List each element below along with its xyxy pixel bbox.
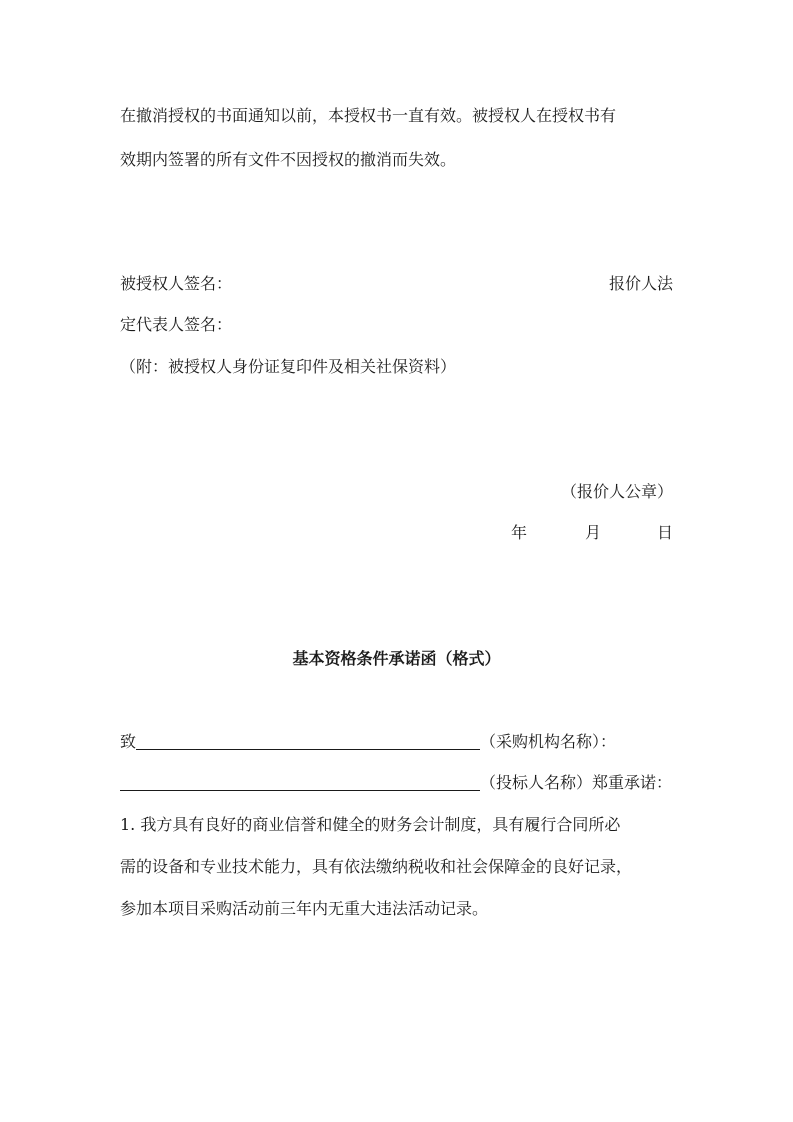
addressee-line (120, 732, 616, 752)
purchaser-name-blank (136, 733, 480, 750)
validity-paragraph-line-2: 效期内签署的所有文件不因授权的撤消而失效。 (120, 150, 457, 169)
attachment-note: （附：被授权人身份证复印件及相关社保资料） (120, 357, 457, 376)
bidder-line (120, 773, 672, 793)
company-seal-label: （报价人公章） (560, 482, 673, 501)
validity-paragraph-line-1: 在撤消授权的书面通知以前，本授权书一直有效。被授权人在授权书有 (120, 106, 617, 125)
authorized-person-signature-label: 被授权人签名： (120, 274, 233, 293)
commitment-title: 基本资格条件承诺函（格式） (292, 649, 501, 668)
purchaser-name-label: （采购机构名称）： (480, 732, 617, 751)
commitment-item-1-line-3: 参加本项目采购活动前三年内无重大违法活动记录。 (120, 899, 489, 918)
date-year-label: 年 (511, 523, 528, 542)
commitment-item-1-line-2: 需的设备和专业技术能力，具有依法缴纳税收和社会保障金的良好记录， (120, 857, 633, 876)
date-month-label: 月 (585, 523, 602, 542)
legal-rep-signature-label: 定代表人签名： (120, 315, 233, 334)
bidder-name-blank (120, 774, 480, 791)
date-day-label: 日 (657, 523, 674, 542)
bidder-legal-rep-label-start: 报价人法 (608, 274, 673, 293)
commitment-item-1-line-1: 1. 我方具有良好的商业信誉和健全的财务会计制度，具有履行合同所必 (120, 815, 621, 834)
bidder-name-label: （投标人名称）郑重承诺： (480, 773, 673, 792)
to-prefix: 致 (120, 732, 137, 751)
